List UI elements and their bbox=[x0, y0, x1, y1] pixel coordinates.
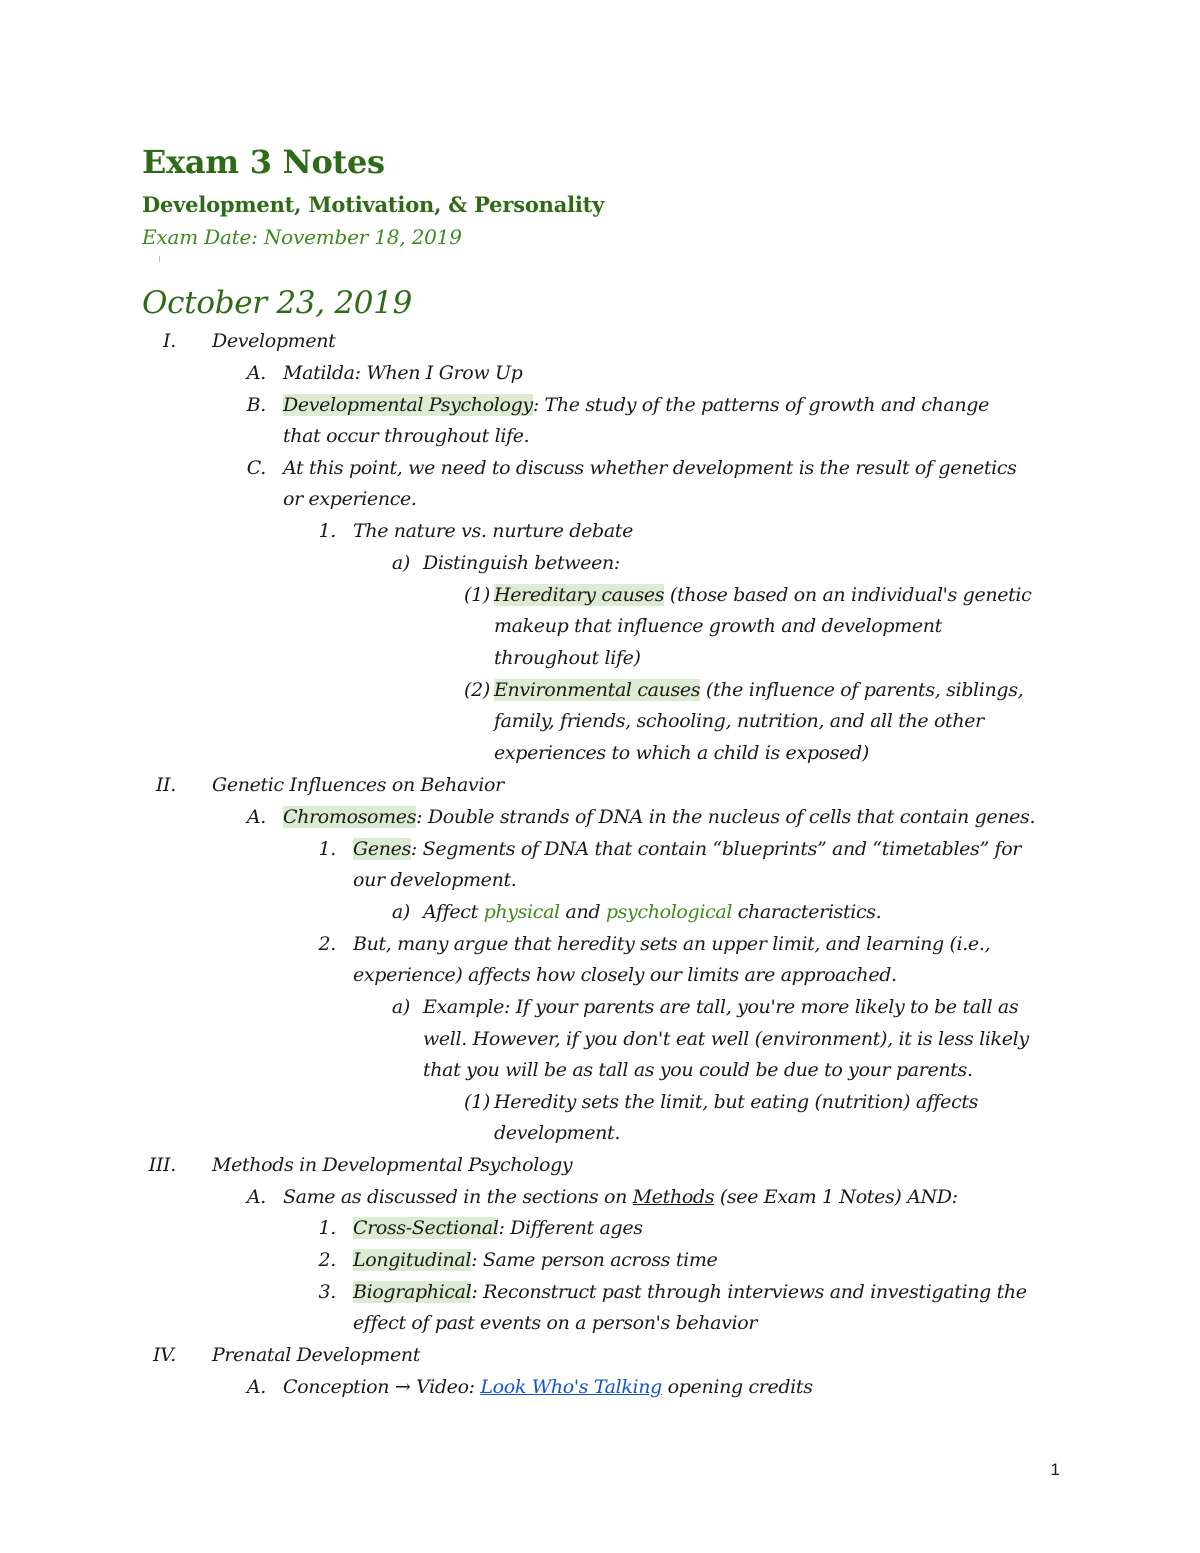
outline-item-genetic-influences: Genetic Influences on Behavior bbox=[212, 774, 504, 796]
outline-item-heredity-limit: Heredity sets the limit, but eating (nutrition) affects bbox=[494, 1091, 979, 1113]
outline-marker: A. bbox=[246, 1376, 266, 1398]
highlighted-term: Environmental causes bbox=[494, 679, 701, 701]
outline-marker: (1) bbox=[463, 584, 490, 606]
outline-item-genes bbox=[353, 834, 1021, 865]
outline-marker: I. bbox=[163, 330, 176, 352]
outline-item-cross-sectional bbox=[353, 1213, 643, 1244]
outline-item-distinguish: Distinguish between: bbox=[423, 552, 620, 574]
outline-item-genetics-or-experience: At this point, we need to discuss whether development is the result of genetics bbox=[283, 457, 1017, 479]
definition-continuation: makeup that influence growth and development bbox=[494, 615, 942, 637]
definition-continuation: our development. bbox=[353, 869, 517, 891]
outline-marker: (2) bbox=[463, 679, 490, 701]
date-heading: October 23, 2019 bbox=[142, 285, 413, 321]
outline-item-biographical bbox=[353, 1277, 1027, 1308]
outline-marker: 1. bbox=[318, 520, 336, 542]
outline-item-continuation: or experience. bbox=[283, 488, 417, 510]
outline-marker: B. bbox=[246, 394, 266, 416]
outline-item-hereditary-causes bbox=[494, 580, 1031, 611]
highlighted-term: Hereditary causes bbox=[494, 584, 665, 606]
page-number: 1 bbox=[1050, 1460, 1060, 1479]
outline-item-same-as-discussed bbox=[283, 1182, 958, 1213]
video-link[interactable]: Look Who's Talking bbox=[480, 1376, 662, 1398]
highlighted-term: Developmental Psychology bbox=[283, 394, 533, 416]
text-segment: Affect bbox=[423, 901, 484, 923]
outline-marker: 3. bbox=[318, 1281, 336, 1303]
outline-marker: a) bbox=[391, 901, 410, 923]
definition-continuation: that occur throughout life. bbox=[283, 425, 530, 447]
outline-item-upper-limit: But, many argue that heredity sets an upper limit, and learning (i.e., bbox=[353, 933, 991, 955]
outline-item-developmental-psychology bbox=[283, 390, 989, 421]
outline-marker: a) bbox=[391, 552, 410, 574]
outline-item-example: Example: If your parents are tall, you're more likely to be tall as bbox=[423, 996, 1019, 1018]
definition-text: (those based on an individual's genetic bbox=[664, 584, 1032, 606]
definition-text: : Same person across time bbox=[471, 1249, 718, 1271]
outline-marker: II. bbox=[155, 774, 176, 796]
definition-text: : Reconstruct past through interviews and investigating the bbox=[471, 1281, 1027, 1303]
outline-marker: C. bbox=[246, 457, 266, 479]
outline-item-continuation: development. bbox=[494, 1122, 621, 1144]
definition-continuation: family, friends, schooling, nutrition, and all the other bbox=[494, 710, 984, 732]
exam-date: Exam Date: November 18, 2019 bbox=[142, 225, 462, 249]
outline-item-nature-nurture: The nature vs. nurture debate bbox=[353, 520, 633, 542]
text-segment: Conception → Video: bbox=[283, 1376, 481, 1398]
definition-text: : Different ages bbox=[498, 1217, 643, 1239]
underlined-methods: Methods bbox=[632, 1186, 715, 1208]
outline-item-chromosomes bbox=[283, 802, 1035, 833]
outline-marker: IV. bbox=[152, 1344, 176, 1366]
text-segment: characteristics. bbox=[732, 901, 882, 923]
highlighted-term: Cross-Sectional bbox=[353, 1217, 499, 1239]
text-segment: and bbox=[559, 901, 606, 923]
outline-item-continuation: that you will be as tall as you could be due to your parents. bbox=[423, 1059, 973, 1081]
outline-item-characteristics bbox=[423, 897, 881, 928]
highlighted-term: Genes bbox=[353, 838, 411, 860]
outline-item-conception bbox=[283, 1372, 813, 1403]
document-title: Exam 3 Notes bbox=[142, 143, 385, 181]
outline-marker: 1. bbox=[318, 1217, 336, 1239]
green-term-physical: physical bbox=[483, 901, 560, 923]
definition-text: : Segments of DNA that contain “blueprints” and “timetables” for bbox=[410, 838, 1022, 860]
outline-item-prenatal: Prenatal Development bbox=[212, 1344, 421, 1366]
outline-marker: 2. bbox=[318, 1249, 336, 1271]
outline-item-continuation: experience) affects how closely our limits are approached. bbox=[353, 964, 897, 986]
outline-item-environmental-causes bbox=[494, 675, 1023, 706]
outline-marker: III. bbox=[148, 1154, 176, 1176]
highlighted-term: Longitudinal bbox=[353, 1249, 472, 1271]
definition-continuation: experiences to which a child is exposed) bbox=[494, 742, 869, 764]
outline-marker: A. bbox=[246, 362, 266, 384]
outline-item-matilda: Matilda: When I Grow Up bbox=[283, 362, 523, 384]
text-segment: opening credits bbox=[661, 1376, 813, 1398]
outline-marker: 1. bbox=[318, 838, 336, 860]
outline-marker: (1) bbox=[463, 1091, 490, 1113]
outline-item-methods: Methods in Developmental Psychology bbox=[212, 1154, 573, 1176]
definition-continuation: throughout life) bbox=[494, 647, 641, 669]
outline-marker: A. bbox=[246, 1186, 266, 1208]
document-subtitle: Development, Motivation, & Personality bbox=[142, 192, 605, 217]
outline-item-continuation: well. However, if you don't eat well (environment), it is less likely bbox=[423, 1028, 1029, 1050]
text-cursor-mark bbox=[159, 256, 160, 262]
text-segment: Same as discussed in the sections on bbox=[283, 1186, 633, 1208]
highlighted-term: Biographical bbox=[353, 1281, 472, 1303]
text-segment: (see Exam 1 Notes) AND: bbox=[714, 1186, 958, 1208]
outline-item-longitudinal bbox=[353, 1245, 717, 1276]
definition-text: : The study of the patterns of growth and change bbox=[532, 394, 989, 416]
outline-item-development: Development bbox=[212, 330, 336, 352]
outline-marker: a) bbox=[391, 996, 410, 1018]
definition-continuation: effect of past events on a person's behavior bbox=[353, 1312, 758, 1334]
definition-text: (the influence of parents, siblings, bbox=[700, 679, 1024, 701]
highlighted-term: Chromosomes bbox=[283, 806, 417, 828]
definition-text: : Double strands of DNA in the nucleus of cells that contain genes. bbox=[416, 806, 1036, 828]
outline-marker: 2. bbox=[318, 933, 336, 955]
outline-marker: A. bbox=[246, 806, 266, 828]
green-term-psychological: psychological bbox=[605, 901, 733, 923]
